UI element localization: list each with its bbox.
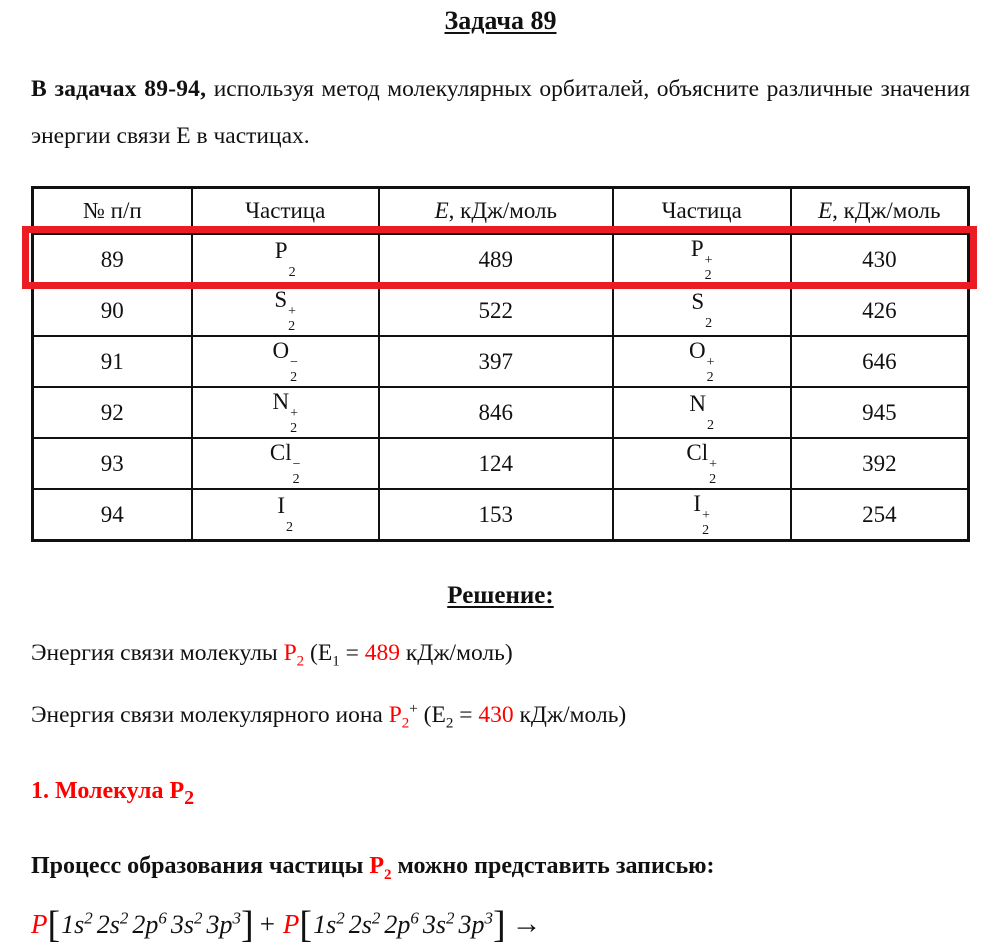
particle-subscript: 2: [702, 522, 710, 538]
cell-particle-a: [192, 285, 379, 336]
particle-subscript: 2: [704, 267, 712, 283]
cell-particle-a: [192, 336, 379, 387]
cell-particle-a: [192, 438, 379, 489]
cell-number: 91: [33, 336, 192, 387]
table-row: [33, 336, 969, 387]
particle-charge: +: [709, 457, 718, 472]
left-bracket-icon: [: [47, 903, 61, 946]
particle-charge: +: [288, 304, 297, 319]
cell-particle-a: [192, 489, 379, 541]
line2-mid: (Е: [417, 701, 446, 728]
col-header-particle-b: [613, 188, 791, 235]
particle-subscript: 2: [290, 420, 298, 436]
cell-particle-b: [613, 234, 791, 285]
cell-particle-a: [192, 234, 379, 285]
line1-prefix: Энергия связи молекулы: [31, 640, 284, 666]
header-italic-e: E: [434, 198, 449, 223]
e1-subscript: 1: [332, 653, 340, 670]
process-molecule: P: [369, 853, 384, 879]
particle-subscript: 2: [288, 265, 296, 281]
intro-paragraph: [31, 66, 970, 160]
cell-energy-b: 945: [791, 387, 969, 438]
cell-energy-a: 397: [379, 336, 613, 387]
solution-heading-text: Решение:: [447, 582, 554, 609]
cell-number: 89: [33, 234, 192, 285]
particle-subscript: 2: [707, 418, 715, 434]
energy-value-1: 489: [364, 640, 400, 666]
e2-subscript: 2: [445, 715, 454, 732]
molecule-p2: P: [283, 640, 297, 666]
cell-energy-b: 430: [791, 234, 969, 285]
particle-subscript: 2: [706, 369, 714, 385]
plus-sign: +: [259, 908, 275, 939]
col-header-energy-b: [791, 188, 969, 235]
energy-value-2: 430: [478, 701, 514, 728]
cell-particle-a: [192, 387, 379, 438]
header-text: Частица: [245, 198, 326, 223]
cell-particle-b: [613, 336, 791, 387]
particle-subscript: 2: [292, 471, 300, 487]
process-suffix: можно представить записью:: [391, 853, 715, 879]
right-bracket-icon: ]: [492, 903, 506, 946]
molecule-p2-subscript: 2: [296, 653, 305, 670]
section-1-subscript: 2: [184, 787, 195, 809]
cell-particle-b: [613, 387, 791, 438]
particle-charge: +: [704, 253, 713, 268]
cell-particle-b: [613, 438, 791, 489]
particle-charge: −: [290, 355, 298, 370]
solution-line-1: [31, 637, 970, 679]
particle-charge: +: [706, 355, 715, 370]
section-1-heading: [31, 776, 970, 813]
line2-units: кДж/моль): [513, 701, 627, 728]
cell-energy-a: 153: [379, 489, 613, 541]
cell-energy-b: 254: [791, 489, 969, 541]
line1-units: кДж/моль): [400, 640, 513, 666]
left-bracket-icon: [: [299, 903, 313, 946]
ion-p2-charge: +: [409, 700, 418, 717]
particle-charge: +: [290, 406, 298, 421]
cell-number: 94: [33, 489, 192, 541]
section-1-label: 1. Молекула P: [31, 778, 185, 805]
particle-symbol: N: [272, 389, 290, 414]
table-row: [33, 438, 969, 489]
particle-symbol: O: [272, 338, 290, 363]
cell-energy-b: 392: [791, 438, 969, 489]
solution-line-2: [31, 693, 970, 741]
cell-energy-b: 646: [791, 336, 969, 387]
line2-prefix: Энергия связи молекулярного иона: [31, 701, 389, 728]
table-row: [33, 234, 969, 285]
right-bracket-icon: ]: [241, 903, 254, 946]
col-header-particle-a: [192, 188, 379, 235]
bond-energy-table: [31, 186, 970, 542]
table-row: [33, 387, 969, 438]
particle-symbol: N: [689, 391, 707, 417]
col-header-energy-a: [379, 188, 613, 235]
particle-charge: +: [702, 508, 710, 523]
process-prefix: Процесс образования частицы: [31, 853, 370, 879]
page-title-text: Задача 89: [444, 6, 557, 35]
ion-p2-subscript: 2: [401, 715, 410, 732]
cell-number: 93: [33, 438, 192, 489]
electron-configuration-1: $1s^2$ $2s^2$ $2p^6$ $3s^2$ $3p^3$: [61, 908, 242, 939]
particle-charge: [286, 507, 293, 522]
particle-symbol: O: [688, 338, 706, 363]
particle-subscript: 2: [286, 520, 294, 536]
formula-atom-1: P: [31, 908, 48, 939]
header-text: № п/п: [82, 198, 142, 223]
ion-p2: P: [388, 701, 402, 728]
particle-subscript: 2: [290, 369, 298, 385]
header-text: , кДж/моль: [832, 198, 941, 223]
particle-subscript: 2: [288, 318, 296, 334]
line2-equals: =: [453, 701, 479, 728]
particle-symbol: Cl: [686, 440, 709, 465]
particle-charge: [705, 303, 712, 318]
reaction-arrow-icon: →: [511, 906, 542, 940]
particle-charge: −: [292, 457, 301, 472]
formula-atom-2: P: [282, 908, 300, 939]
particle-subscript: 2: [705, 316, 713, 332]
particle-charge: [289, 252, 296, 267]
header-text: Частица: [661, 198, 742, 223]
electron-config-formula: [31, 903, 970, 946]
table-row: [33, 489, 969, 541]
particle-symbol: I: [277, 493, 286, 519]
cell-energy-a: 522: [379, 285, 613, 336]
bond-energy-table-wrap: [31, 186, 970, 542]
table-header-row: [33, 188, 969, 235]
col-header-number: [33, 188, 192, 235]
cell-energy-a: 846: [379, 387, 613, 438]
intro-bold-text: В задачах 89-94,: [31, 76, 207, 102]
cell-particle-b: [613, 285, 791, 336]
process-statement: [31, 851, 970, 890]
cell-energy-a: 489: [379, 234, 613, 285]
page-title: [31, 4, 970, 38]
particle-symbol: S: [274, 287, 288, 312]
particle-symbol: S: [691, 289, 705, 315]
cell-number: 92: [33, 387, 192, 438]
electron-configuration-2: $1s^2$ $2s^2$ $2p^6$ $3s^2$ $3p^3$: [313, 908, 493, 939]
particle-symbol: P: [274, 238, 288, 264]
header-text: , кДж/моль: [448, 198, 558, 223]
intro-rest-text: используя метод молекулярных орбиталей, объясните различные значения энергии связи Е в частицах.: [31, 76, 971, 149]
particle-symbol: I: [693, 491, 702, 516]
particle-symbol: Cl: [269, 440, 292, 465]
cell-number: 90: [33, 285, 192, 336]
cell-energy-b: 426: [791, 285, 969, 336]
particle-charge: [707, 405, 714, 420]
table-row: [33, 285, 969, 336]
solution-heading: [31, 580, 970, 612]
cell-particle-b: [613, 489, 791, 541]
particle-symbol: P: [690, 236, 704, 261]
process-molecule-subscript: 2: [384, 866, 392, 883]
header-italic-e: E: [818, 198, 833, 223]
line1-equals: =: [339, 640, 365, 666]
cell-energy-a: 124: [379, 438, 613, 489]
particle-subscript: 2: [709, 471, 717, 487]
line1-mid: (Е: [304, 640, 333, 666]
